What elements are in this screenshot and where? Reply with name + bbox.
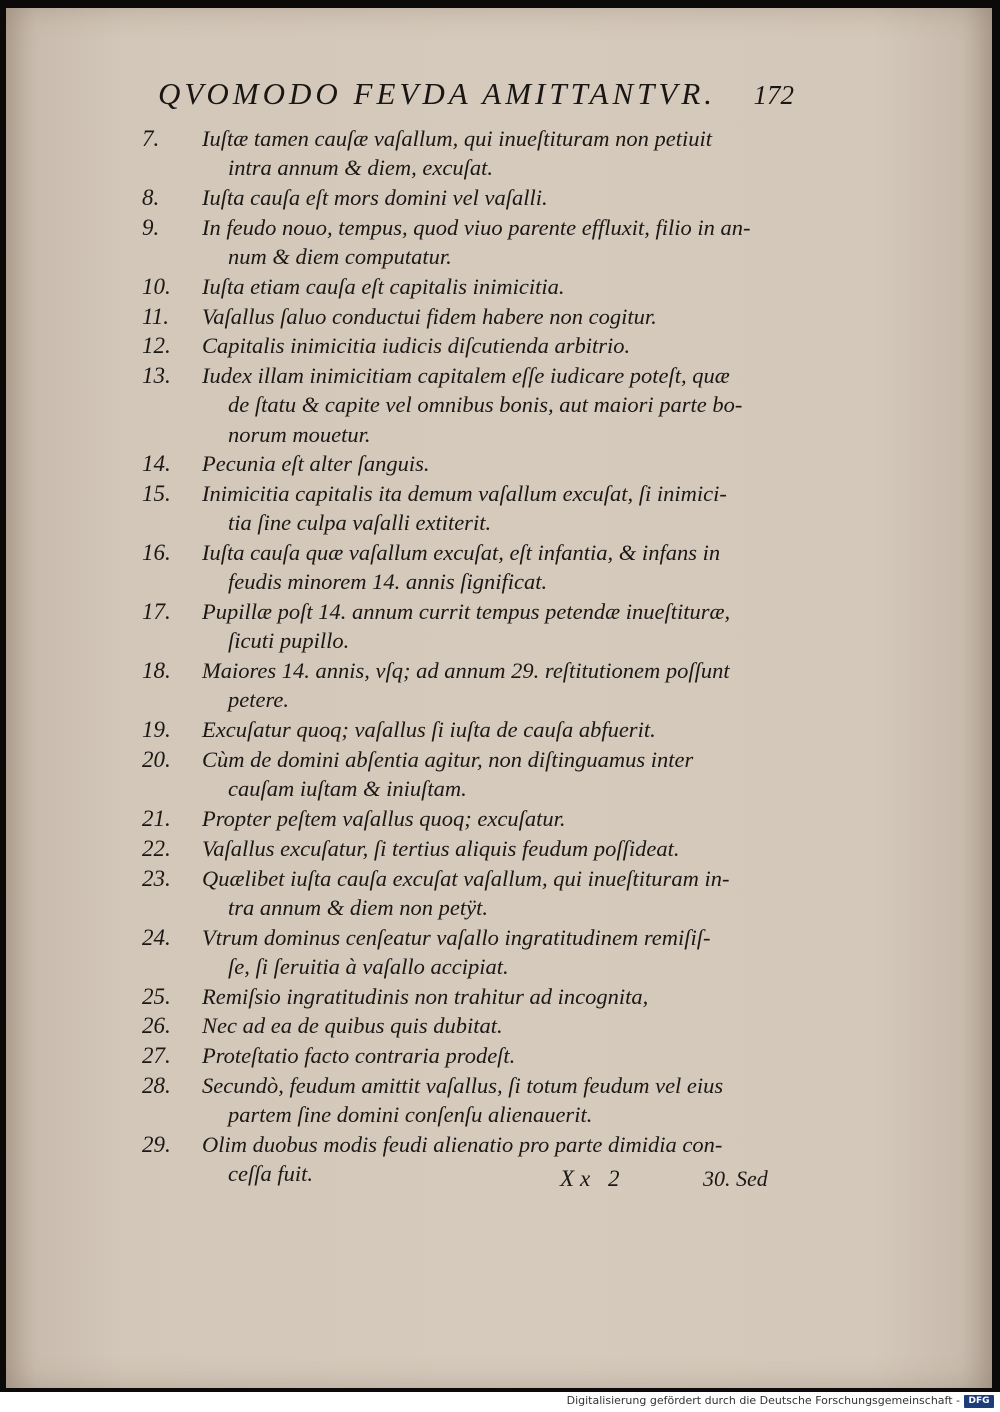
entry-text: Iuſta cauſa eſt mors domini vel vaſalli. [202, 185, 548, 210]
entry-number: 17. [142, 599, 171, 625]
entry-text-continuation: petere. [228, 687, 290, 713]
entry-number: 11. [142, 303, 170, 329]
entry-number: 7. [142, 126, 160, 151]
entry-text: Remiſsio ingratitudinis non trahitur ad incognita, [202, 983, 649, 1009]
entry-number: 10. [142, 273, 171, 299]
entry-text: Propter peſtem vaſallus quoq; excuſatur. [202, 806, 566, 831]
entry-text: Inimicitia capitalis ita demum vaſallum excuſat, ſi inimici- [202, 481, 727, 507]
catchword: 30. Sed [703, 1166, 768, 1191]
entry-number: 9. [142, 214, 160, 240]
entry-text-continuation: ſicuti pupillo. [228, 628, 350, 654]
entry-number: 24. [142, 924, 171, 950]
entry-number: 26. [142, 1013, 171, 1039]
signature-mark: Xx 2 [560, 1166, 626, 1191]
entry-number: 14. [142, 451, 171, 477]
entry-text-continuation: num & diem computatur. [228, 244, 452, 269]
entry-number: 20. [142, 747, 171, 772]
entry-text: Vaſallus excuſatur, ſi tertius aliquis feudum poſſideat. [202, 835, 680, 861]
entry-text-continuation: feudis minorem 14. annis ſignificat. [228, 569, 548, 595]
entry-text-continuation: intra annum & diem, excuſat. [228, 155, 493, 181]
entry-number: 8. [142, 185, 160, 210]
entry-text: Capitalis inimicitia iudicis diſcutienda arbitrio. [202, 333, 631, 359]
entry-text: Cùm de domini abſentia agitur, non diſtinguamus inter [202, 747, 694, 772]
entry-text: Maiores 14. annis, vſq; ad annum 29. reſtitutionem poſſunt [202, 658, 730, 684]
entry-text: Quælibet iuſta cauſa excuſat vaſallum, qui inueſtituram in- [202, 865, 730, 891]
entry-text: Vtrum dominus cenſeatur vaſallo ingratitudinem remiſiſ- [202, 924, 711, 950]
entry-number: 12. [142, 333, 171, 359]
entry-number: 13. [142, 363, 171, 389]
page-number: 172 [753, 80, 794, 110]
entry-text: Nec ad ea de quibus quis dubitat. [202, 1013, 503, 1039]
entry-text-continuation: ſe, ſi ſeruitia à vaſallo accipiat. [228, 953, 509, 979]
entry-text: Iuſta etiam cauſa eſt capitalis inimicitia. [202, 273, 565, 299]
entry-number: 27. [142, 1043, 171, 1069]
entry-number: 15. [142, 481, 171, 507]
entry-text: Pecunia eſt alter ſanguis. [202, 451, 430, 477]
entry-text-continuation: tia ſine culpa vaſalli extiterit. [228, 510, 492, 536]
digitization-bar [0, 1392, 1000, 1412]
entry-number: 19. [142, 717, 171, 743]
digitization-note: Digitalisierung gefördert durch die Deutsche Forschungsgemeinschaft - [566, 1394, 960, 1407]
entry-number: 25. [142, 983, 171, 1009]
entry-number: 18. [142, 658, 171, 684]
entry-text: In feudo nouo, tempus, quod viuo parente effluxit, filio in an- [202, 214, 751, 240]
entry-number: 29. [142, 1132, 171, 1157]
running-title: QVOMODO FEVDA AMITTANTVR. [158, 76, 717, 111]
book-page [6, 8, 992, 1388]
entry-text: Pupillæ poſt 14. annum currit tempus petendæ inueſtituræ, [202, 599, 731, 625]
entry-text-continuation: de ſtatu & capite vel omnibus bonis, aut maiori parte bo- [228, 392, 743, 418]
entry-text-continuation: tra annum & diem non petÿt. [228, 894, 488, 920]
page-content [6, 8, 992, 1388]
entry-text: Secundò, feudum amittit vaſallus, ſi totum feudum vel eius [202, 1073, 724, 1098]
entry-text-continuation: ceſſa fuit. [228, 1161, 313, 1187]
entry-number: 23. [142, 865, 171, 891]
entry-number: 16. [142, 540, 171, 566]
entry-number: 21. [142, 806, 171, 831]
entry-text-continuation: partem ſine domini conſenſu alienauerit. [228, 1102, 593, 1128]
dfg-logo: DFG [964, 1395, 994, 1408]
entry-number: 22. [142, 835, 171, 861]
entry-text: Vaſallus ſaluo conductui fidem habere non cogitur. [202, 303, 657, 329]
page-footer [6, 1166, 992, 1196]
entry-number: 28. [142, 1073, 171, 1098]
entry-text: Iuſta cauſa quæ vaſallum excuſat, eſt infantia, & infans in [202, 540, 721, 566]
page-header [156, 76, 796, 120]
entry-text: Iuſtæ tamen cauſæ vaſallum, qui inueſtituram non petiuit [202, 126, 712, 151]
entry-text-continuation: norum mouetur. [228, 421, 371, 447]
entry-text: Proteſtatio facto contraria prodeſt. [202, 1043, 516, 1069]
entry-text: Excuſatur quoq; vaſallus ſi iuſta de cauſa abfuerit. [202, 717, 656, 743]
entry-text: Olim duobus modis feudi alienatio pro parte dimidia con- [202, 1132, 723, 1157]
entry-text-continuation: cauſam iuſtam & iniuſtam. [228, 776, 467, 802]
entry-text: Iudex illam inimicitiam capitalem eſſe iudicare poteſt, quæ [202, 363, 730, 389]
